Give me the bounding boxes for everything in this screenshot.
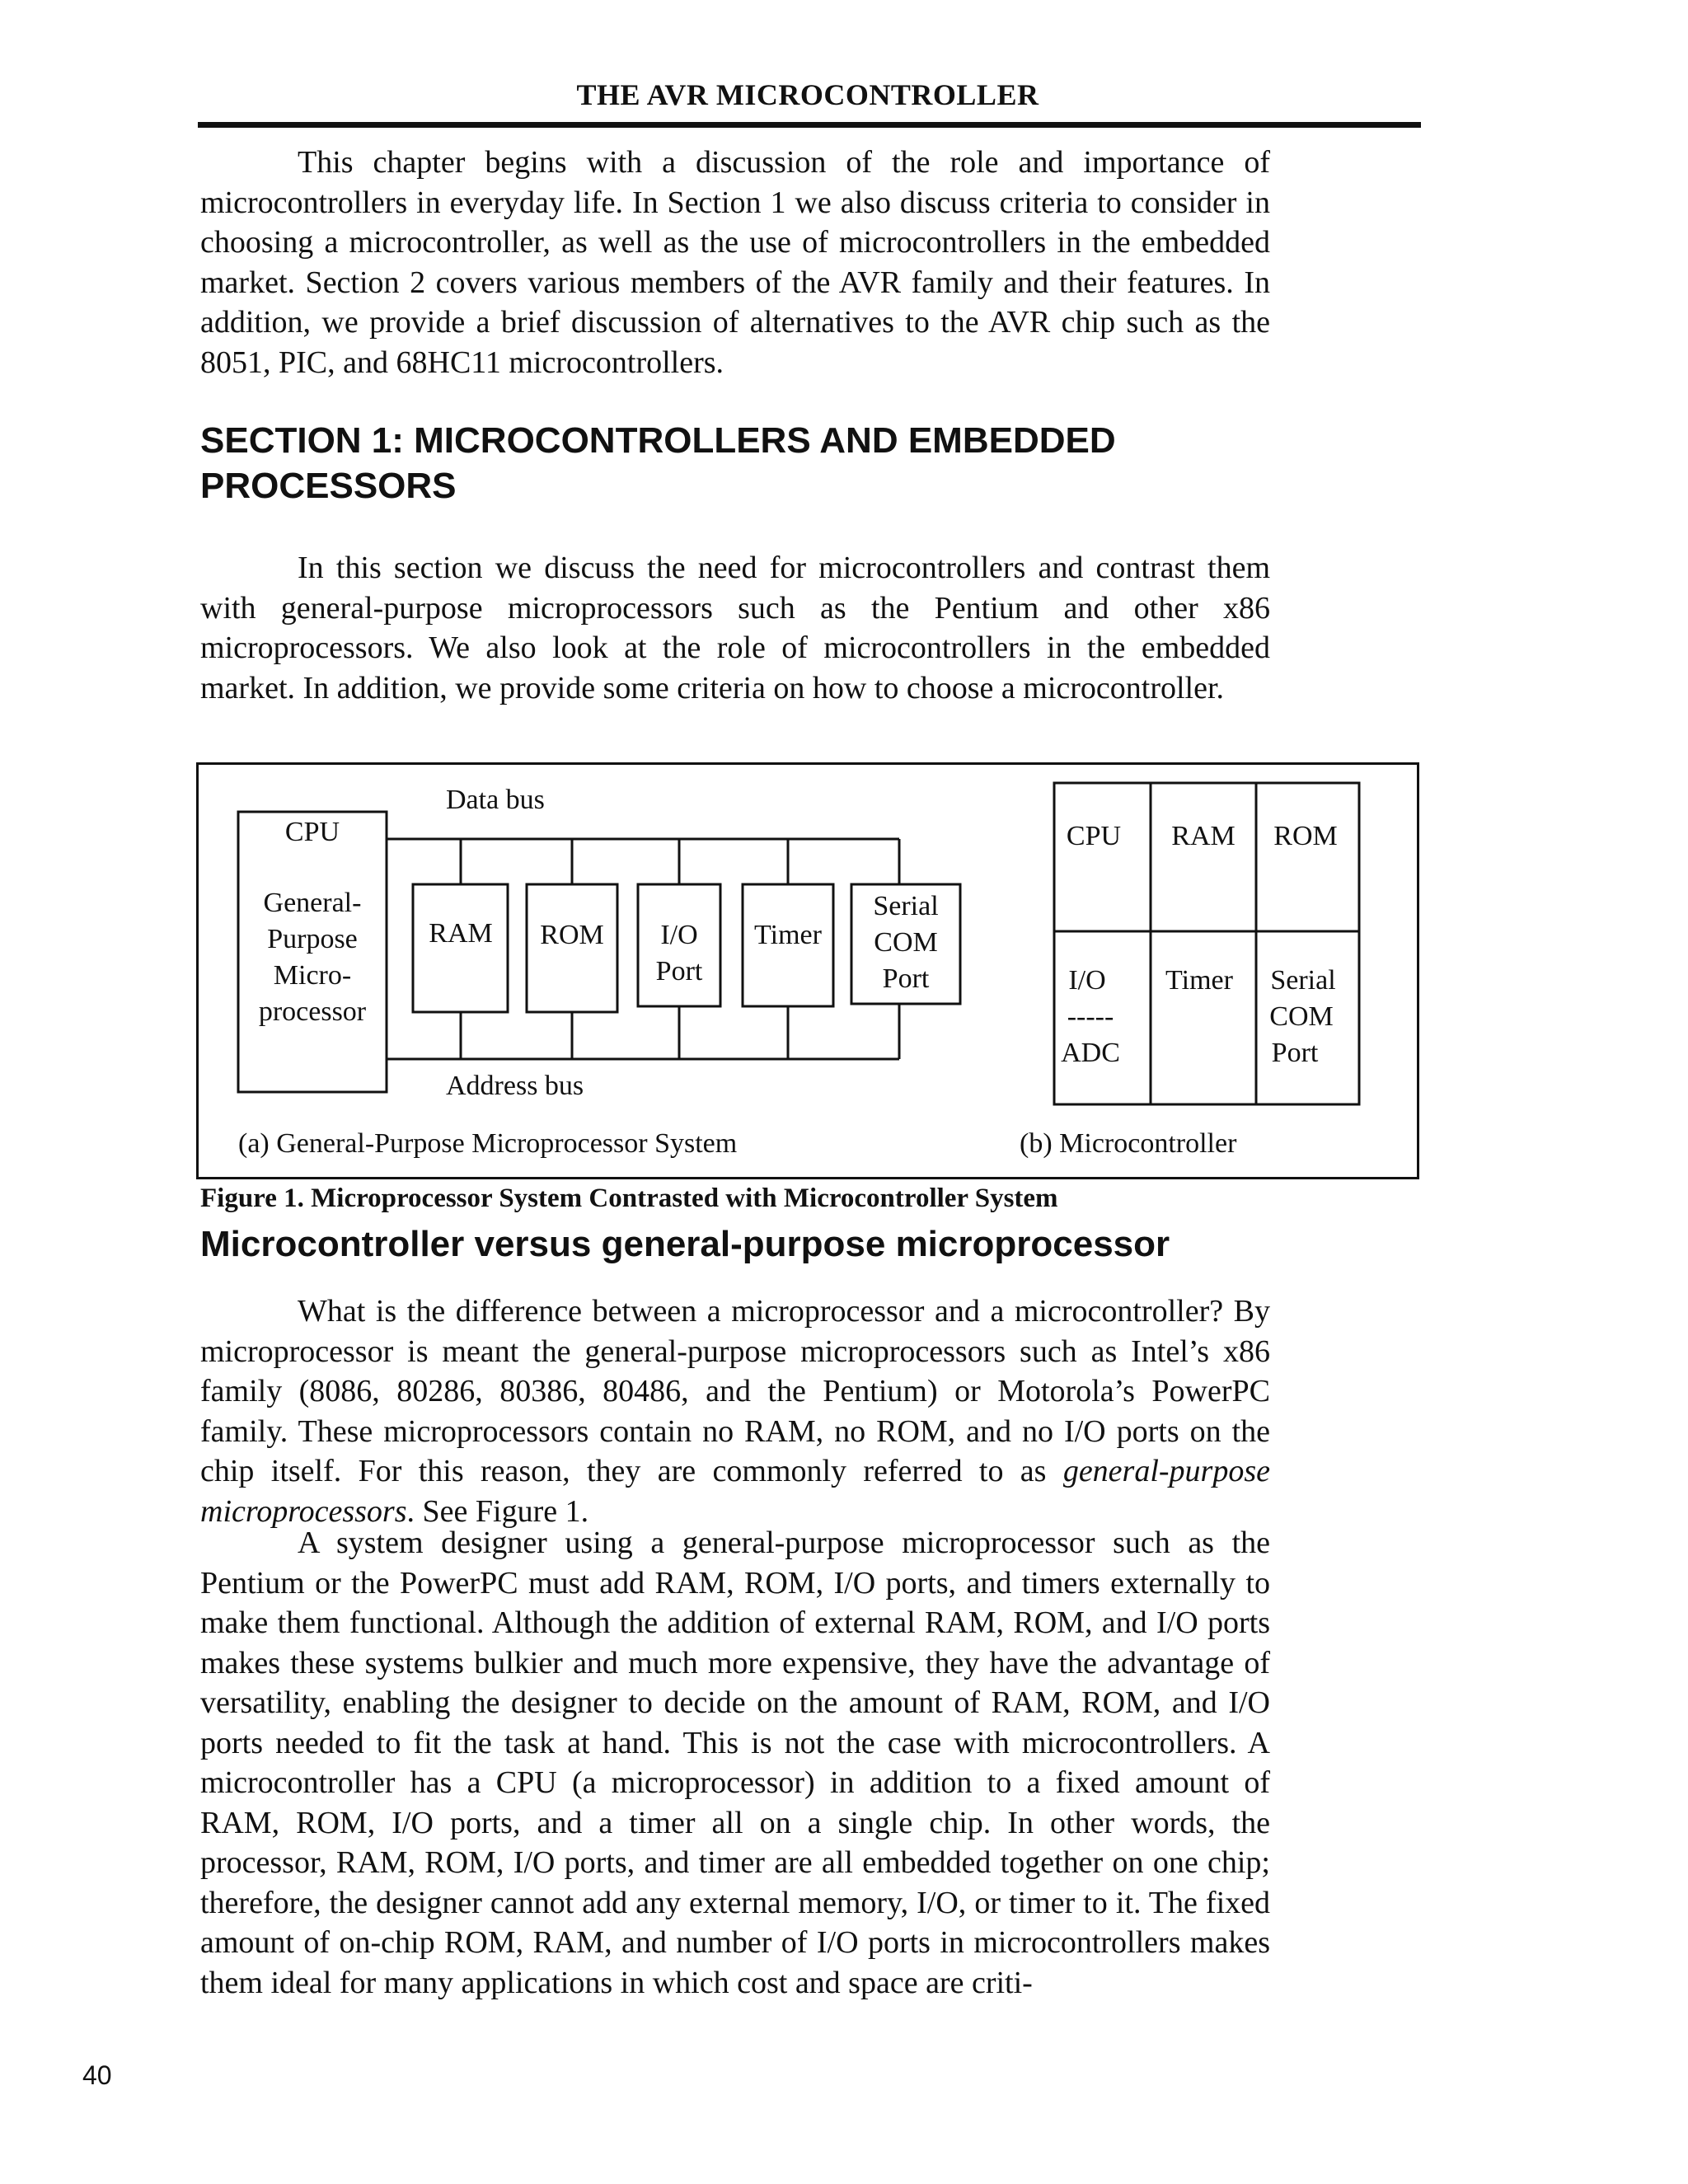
address-bus-label: Address bus <box>446 1071 584 1101</box>
mc-ram-label: RAM <box>1171 821 1236 851</box>
part-b-label: (b) Microcontroller <box>1020 1128 1237 1159</box>
cpu-line: General- <box>263 888 362 918</box>
section-1-paragraph <box>200 548 1270 708</box>
serial-com-port-label: Port <box>882 963 930 994</box>
section-1-title: SECTION 1: MICROCONTROLLERS AND EMBEDDED PROCESSORS <box>200 420 1116 506</box>
mc-serial-com-port-label: Port <box>1271 1038 1319 1068</box>
subsection-paragraph-2-text: A system designer using a general-purpose microprocessor such as the Pentium or the PowerPC must add RAM, ROM, I/O ports, and timers externally to make them functional. Although the addition of external RAM, ROM, and I/O ports makes these systems bulkier and much more expensive, they have the advantage of versatility, enabling the designer to decide on the amount of RAM, ROM, and I/O ports needed to fit the task at hand. This is not the case with microcontrollers. A microcontroller has a CPU (a microprocessor) in addition to a fixed amount of RAM, ROM, I/O ports, and a timer all on a single chip. In other words, the processor, RAM, ROM, I/O ports, and timer are all embedded together on one chip; therefore, the designer cannot add any external memory, I/O, or timer to it. The fixed amount of on-chip ROM, RAM, and number of I/O ports in microcontrollers makes them ideal for many applications in which cost and space are criti- <box>200 1526 1270 2000</box>
subsection-paragraph-1-text: What is the difference between a microprocessor and a microcontroller? By microprocessor is meant the general-purpose microprocessors such as Intel’s x86 family (8086, 80286, 80386, 80486, and the Pentium) or Motorola’s PowerPC family. These microprocessors contain no RAM, no ROM, and no I/O ports on the chip itself. For this reason, they are commonly referred to as <box>200 1294 1270 1488</box>
subsection-paragraph-1 <box>200 1291 1270 1531</box>
mc-cpu-label: CPU <box>1066 821 1122 851</box>
cpu-title: CPU <box>284 817 340 847</box>
serial-com-port-label: Serial <box>873 891 939 921</box>
cpu-line: Purpose <box>267 924 358 954</box>
intro-paragraph <box>200 143 1270 382</box>
page-number: 40 <box>82 2060 112 2090</box>
mc-rom-label: ROM <box>1273 821 1338 851</box>
part-a-label: (a) General-Purpose Microprocessor System <box>238 1128 738 1159</box>
serial-com-port-label: COM <box>874 927 938 958</box>
mc-timer-label: Timer <box>1165 965 1233 996</box>
figure-caption: Figure 1. Microprocessor System Contrasted with Microcontroller System <box>200 1183 1058 1213</box>
mc-serial-com-port-label: COM <box>1269 1001 1334 1032</box>
intro-paragraph-text: This chapter begins with a discussion of the role and importance of microcontrollers in everyday life. In Section 1 we also discuss criteria to consider in choosing a microcontroller, as well as the use of microcontrollers in the embedded market. Section 2 covers various members of the AVR family and their features. In addition, we provide a brief discussion of alternatives to the AVR chip such as the 8051, PIC, and 68HC11 microcontrollers. <box>200 145 1270 380</box>
cpu-line: processor <box>258 996 367 1027</box>
subsection-title: Microcontroller versus general-purpose microprocessor <box>200 1224 1170 1264</box>
timer-label: Timer <box>754 920 822 950</box>
rom-label: ROM <box>540 920 604 950</box>
header-rule <box>198 122 1421 128</box>
mc-serial-com-port-label: Serial <box>1270 965 1336 996</box>
figure-1-diagram <box>199 765 1422 1182</box>
subsection-paragraph-2 <box>200 1523 1270 2003</box>
section-1-paragraph-text: In this section we discuss the need for microcontrollers and contrast them with general-purpose microprocessors such as the Pentium and other x86 microprocessors. We also look at the role of microcontrollers in the embedded market. In addition, we provide some criteria on how to choose a microcontroller. <box>200 551 1270 705</box>
figure-1 <box>196 762 1419 1179</box>
mc-io-adc-label: I/O <box>1068 965 1106 996</box>
mc-io-adc-label: ----- <box>1067 1001 1114 1032</box>
subsection-paragraph-1-end: . See Figure 1. <box>406 1493 589 1529</box>
running-title: THE AVR MICROCONTROLLER <box>576 78 1039 111</box>
ram-label: RAM <box>429 918 493 949</box>
cpu-line: Micro- <box>273 960 352 991</box>
mc-io-adc-label: ADC <box>1061 1038 1120 1068</box>
io-label: Port <box>655 956 703 987</box>
emphasis-general-purpose-microprocessors: general-purpose microprocessors <box>200 1454 1270 1529</box>
data-bus-label: Data bus <box>446 785 545 815</box>
io-label: I/O <box>660 920 698 950</box>
